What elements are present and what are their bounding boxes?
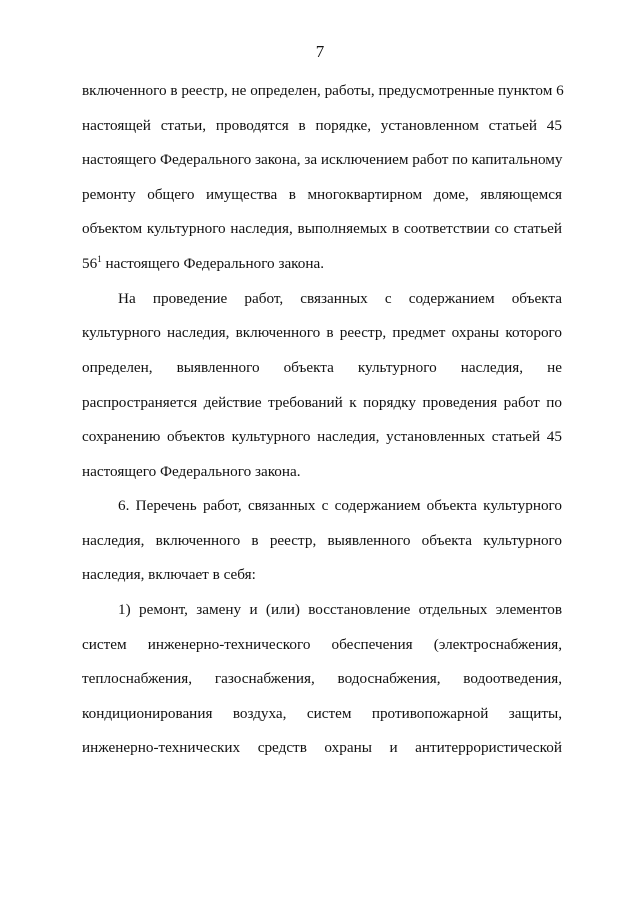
text-line: включенного в реестр, не определен, работы, предусмотренные пунктом 6 (82, 82, 564, 99)
text-line: культурного наследия, включенного в реестр, предмет охраны которого (82, 324, 562, 341)
text-line: определен, выявленного объекта культурного наследия, не (82, 359, 562, 376)
article-number: 56 (82, 255, 98, 272)
page-number: 7 (315, 42, 325, 61)
text-line: ремонту общего имущества в многоквартирном доме, являющемся (82, 186, 562, 203)
text-line: кондиционирования воздуха, систем противопожарной защиты, (82, 705, 562, 722)
text-line: 6. Перечень работ, связанных с содержанием объекта культурного (118, 497, 562, 514)
text-line: настоящего Федерального закона. (82, 463, 301, 480)
text-line: объектом культурного наследия, выполняемых в соответствии со статьей (82, 220, 562, 237)
text-line: теплоснабжения, газоснабжения, водоснабжения, водоотведения, (82, 670, 562, 687)
text-line (82, 254, 562, 274)
text-line: настоящего Федерального закона, за исключением работ по капитальному (82, 151, 563, 168)
line-tail: настоящего Федерального закона. (101, 255, 325, 272)
text-line: инженерно-технических средств охраны и антитеррористической (82, 739, 562, 756)
text-line: настоящей статьи, проводятся в порядке, установленном статьей 45 (82, 117, 562, 134)
text-line: На проведение работ, связанных с содержанием объекта (118, 290, 562, 307)
text-line: распространяется действие требований к порядку проведения работ по (82, 394, 562, 411)
text-line: сохранению объектов культурного наследия, установленных статьей 45 (82, 428, 562, 445)
text-line: 1) ремонт, замену и (или) восстановление отдельных элементов (118, 601, 562, 618)
superscript: 1 (97, 254, 102, 264)
text-line: систем инженерно-технического обеспечения (электроснабжения, (82, 636, 562, 653)
text-line: наследия, включенного в реестр, выявленного объекта культурного (82, 532, 562, 549)
text-line: наследия, включает в себя: (82, 566, 256, 583)
